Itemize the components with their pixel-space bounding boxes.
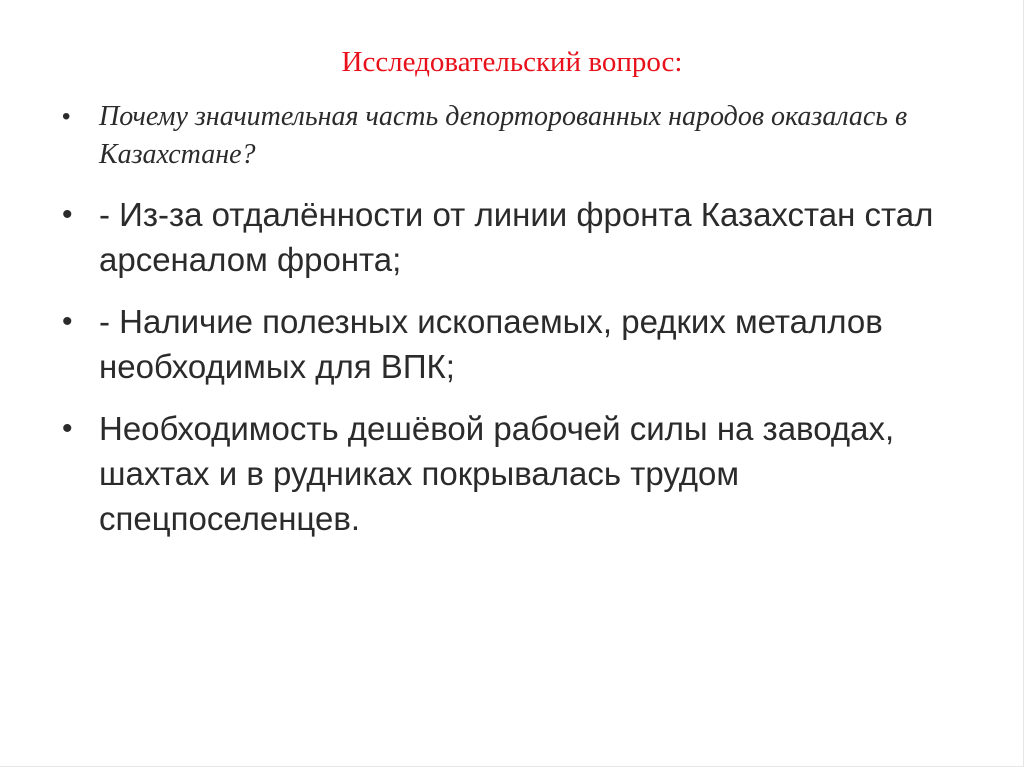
bullet-dot-icon: • (62, 412, 73, 445)
answer-item-2 (62, 299, 982, 389)
bullet-dot-icon: • (62, 198, 73, 231)
slide-title: Исследовательский вопрос: (341, 46, 683, 78)
answer-text-1: - Из-за отдалённости от линии фронта Казахстан стал арсеналом фронта; (99, 196, 934, 278)
question-item (62, 98, 982, 174)
bullet-list (62, 98, 982, 558)
answer-item-1 (62, 192, 982, 282)
bullet-dot-icon: • (62, 103, 71, 130)
answer-text-2: - Наличие полезных ископаемых, редких металлов необходимых для ВПК; (99, 303, 883, 385)
question-text: Почему значительная часть депорторованных народов оказалась в Казахстане? (99, 101, 908, 170)
answer-item-3 (62, 406, 982, 541)
bullet-dot-icon: • (62, 305, 73, 338)
answer-text-3: Необходимость дешёвой рабочей силы на заводах, шахтах и в рудниках покрывалась трудом спецпоселенцев. (99, 410, 895, 537)
